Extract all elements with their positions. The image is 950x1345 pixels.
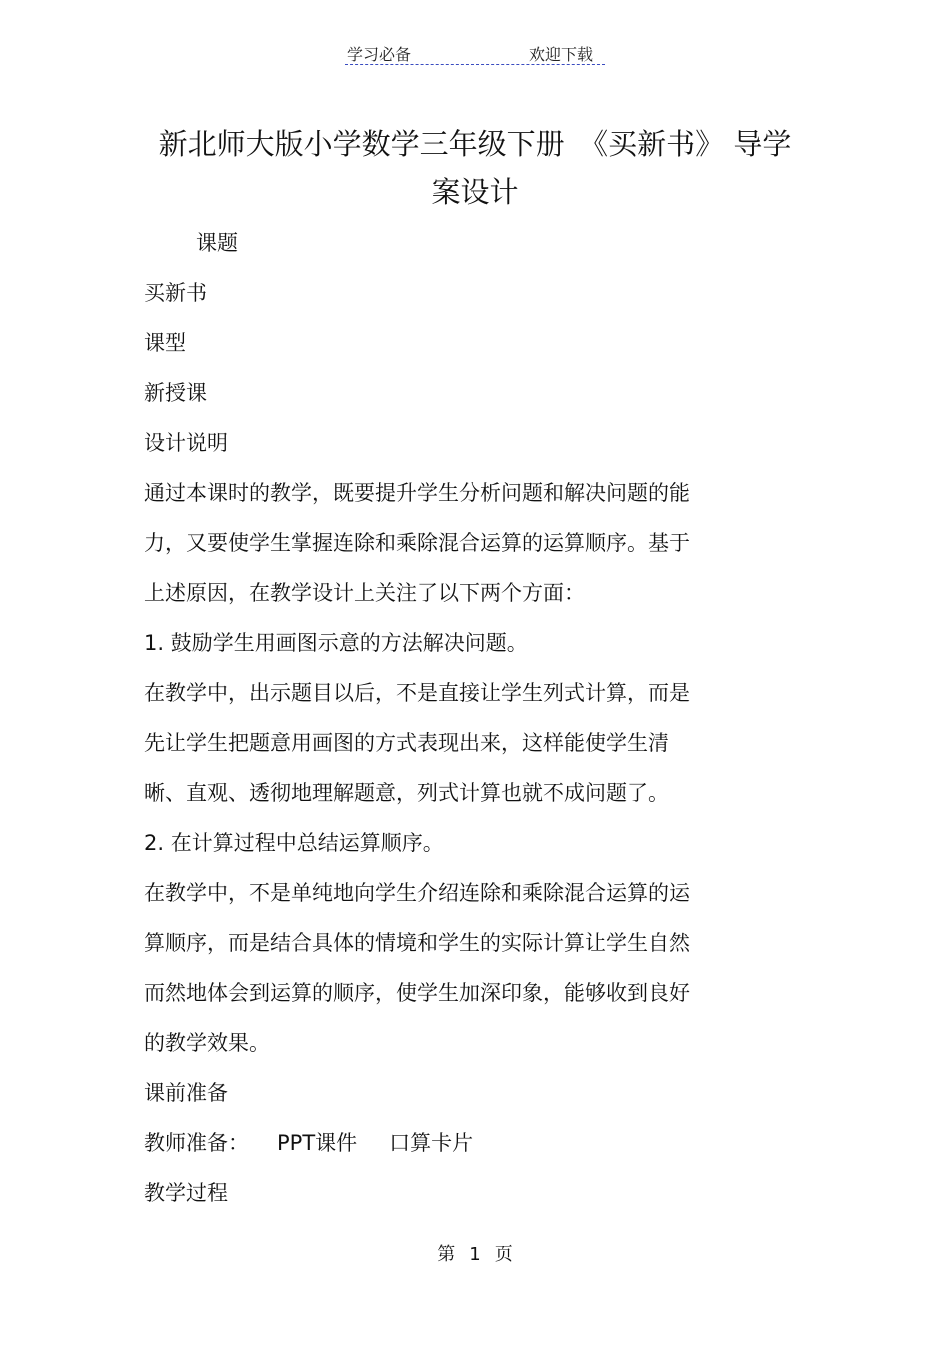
title-line-1: 新北师大版小学数学三年级下册 《买新书》 导学 bbox=[158, 127, 792, 161]
point-2-line: 的教学效果。 bbox=[144, 1031, 270, 1055]
header-left-text: 学习必备 bbox=[347, 45, 412, 64]
teacher-prep-item-cards: 口算卡片 bbox=[389, 1131, 474, 1155]
prep-label: 课前准备 bbox=[144, 1081, 228, 1105]
point-1-line: 晰、直观、透彻地理解题意，列式计算也就不成问题了。 bbox=[144, 781, 669, 805]
page-footer bbox=[0, 1240, 950, 1266]
point-2-title: 2. 在计算过程中总结运算顺序。 bbox=[144, 831, 444, 855]
design-line: 通过本课时的教学，既要提升学生分析问题和解决问题的能 bbox=[144, 481, 690, 505]
document-body bbox=[144, 218, 744, 1218]
footer-prefix: 第 bbox=[437, 1244, 456, 1265]
point-2-line: 在教学中，不是单纯地向学生介绍连除和乘除混合运算的运 bbox=[144, 881, 690, 905]
page-number: 1 bbox=[469, 1244, 481, 1265]
teacher-prep-item-ppt: PPT课件 bbox=[277, 1131, 358, 1155]
design-line: 上述原因，在教学设计上关注了以下两个方面： bbox=[144, 581, 585, 605]
lesson-value: 买新书 bbox=[144, 281, 207, 305]
footer-suffix: 页 bbox=[494, 1244, 513, 1265]
header-right-text: 欢迎下载 bbox=[529, 45, 594, 64]
teacher-prep-label: 教师准备： bbox=[144, 1131, 249, 1155]
point-2-line: 算顺序，而是结合具体的情境和学生的实际计算让学生自然 bbox=[144, 931, 690, 955]
page-header bbox=[345, 38, 605, 65]
point-1-line: 在教学中，出示题目以后，不是直接让学生列式计算，而是 bbox=[144, 681, 690, 705]
teacher-prep bbox=[144, 1118, 744, 1168]
design-label: 设计说明 bbox=[144, 431, 228, 455]
title-line-2: 案设计 bbox=[431, 175, 519, 209]
point-1-line: 先让学生把题意用画图的方式表现出来，这样能使学生清 bbox=[144, 731, 669, 755]
document-title bbox=[100, 120, 850, 216]
point-1-title: 1. 鼓励学生用画图示意的方法解决问题。 bbox=[144, 631, 528, 655]
lesson-label: 课题 bbox=[196, 231, 238, 255]
type-value: 新授课 bbox=[144, 381, 207, 405]
process-label: 教学过程 bbox=[144, 1181, 228, 1205]
design-line: 力，又要使学生掌握连除和乘除混合运算的运算顺序。基于 bbox=[144, 531, 690, 555]
type-label: 课型 bbox=[144, 331, 186, 355]
point-2-line: 而然地体会到运算的顺序，使学生加深印象，能够收到良好 bbox=[144, 981, 690, 1005]
